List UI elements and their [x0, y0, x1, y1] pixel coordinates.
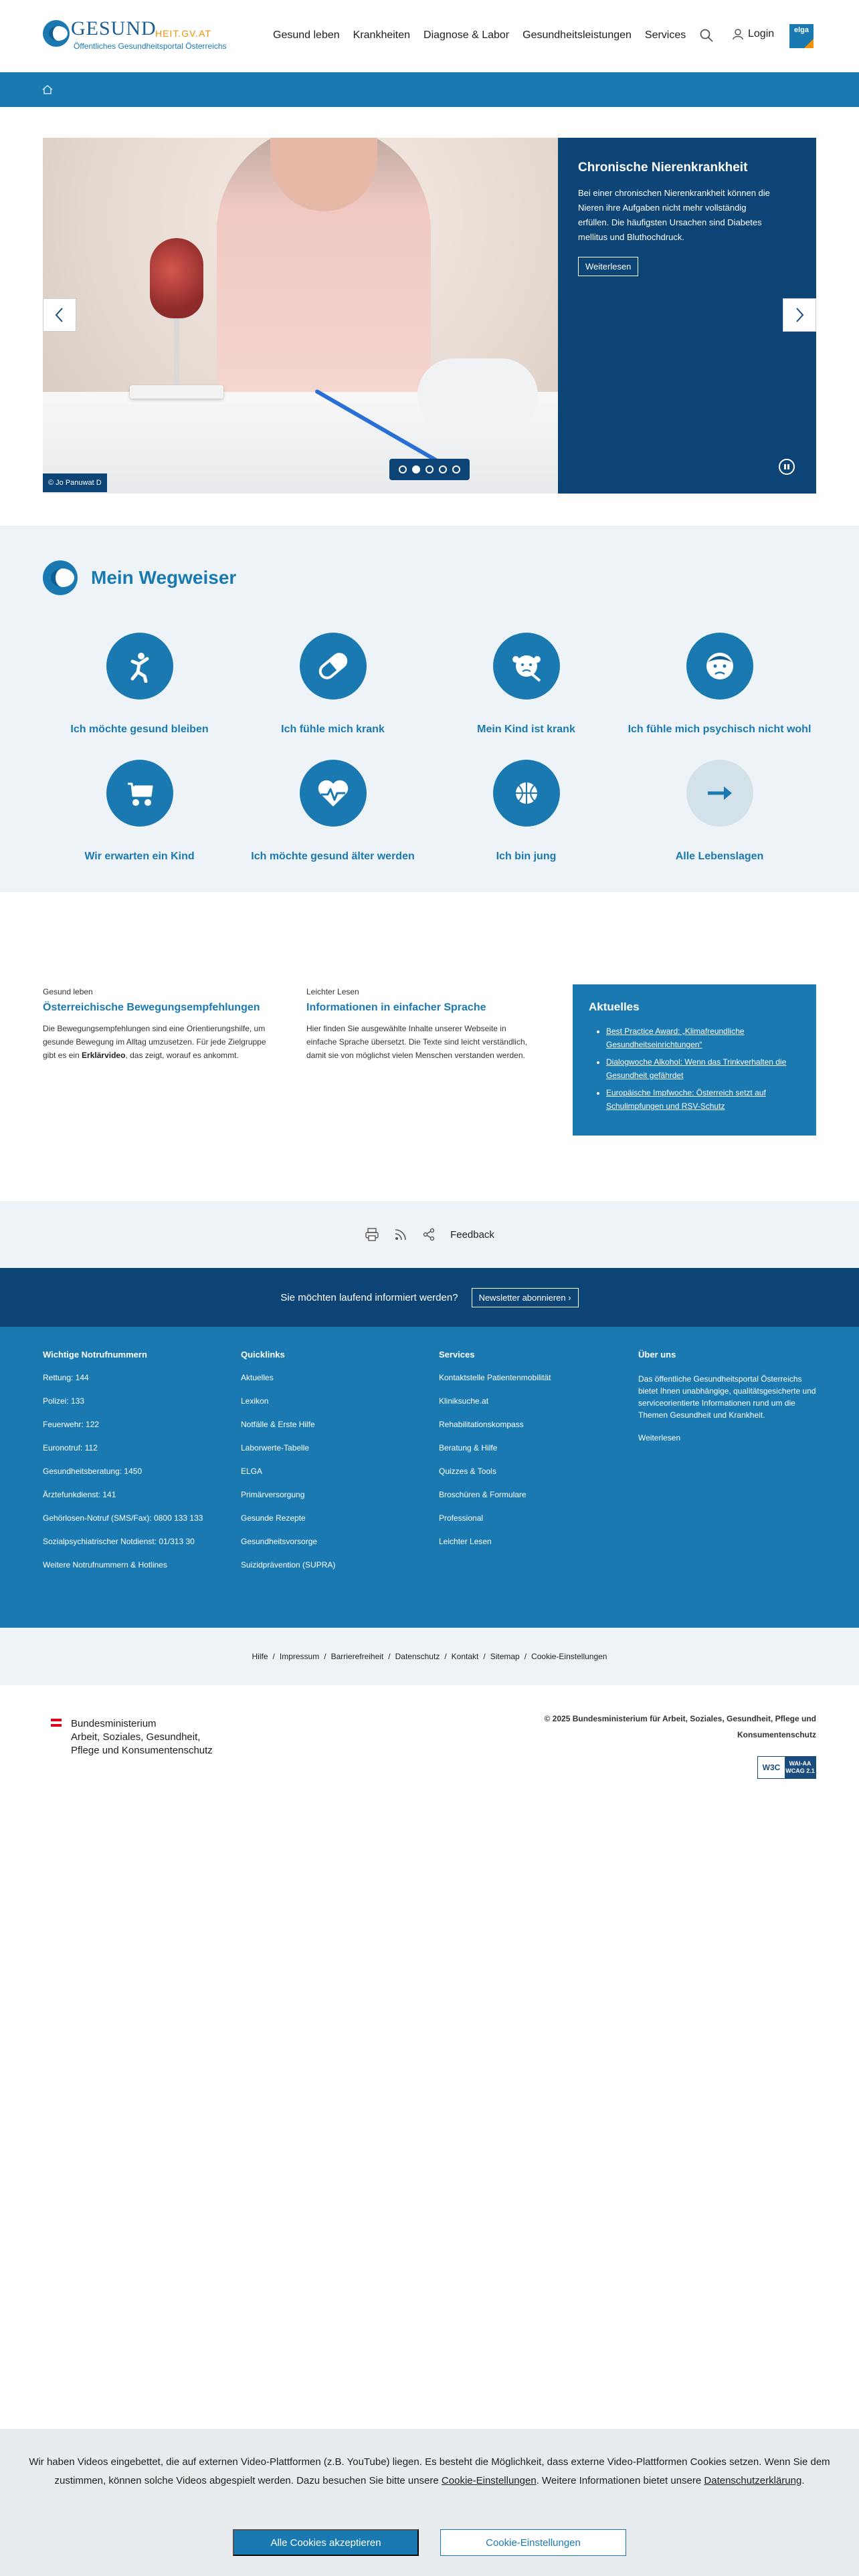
footer-link[interactable]: Notfälle & Erste Hilfe: [241, 1420, 315, 1429]
footer-link[interactable]: Broschüren & Formulare: [439, 1490, 527, 1499]
arrow-right-icon: [686, 760, 753, 827]
basketball-icon: [493, 760, 560, 827]
footer-col-title: Wichtige Notrufnummern: [43, 1350, 147, 1360]
aktuelles-link[interactable]: • Dialogwoche Alkohol: Wenn das Trinkverhalten die Gesundheit gefährdet: [606, 1055, 800, 1082]
ministry-line: Bundesministerium: [71, 1718, 157, 1729]
austria-flag-icon: [51, 1719, 62, 1727]
footer-col-notrufnummern: [43, 1350, 223, 1584]
nav-diagnose-labor[interactable]: Diagnose & Labor: [423, 29, 510, 41]
footer-item[interactable]: Sozialpsychiatrischer Notdienst: 01/313 30: [43, 1537, 195, 1546]
site-header: [0, 0, 859, 72]
carousel-dot[interactable]: [452, 465, 460, 473]
teaser-category: Leichter Lesen: [306, 987, 359, 996]
wegweiser-section: [0, 526, 859, 892]
footer-item[interactable]: Weitere Notrufnummern & Hotlines: [43, 1560, 167, 1570]
site-footer: [0, 1327, 859, 1628]
footer-col-title: Über uns: [638, 1350, 676, 1360]
cookie-text-middle: . Weitere Informationen bietet unsere: [536, 2475, 704, 2486]
footer-link-barrierefreiheit[interactable]: Barrierefreiheit: [330, 1652, 384, 1661]
ministry-line: Arbeit, Soziales, Gesundheit,: [71, 1731, 201, 1743]
share-icon[interactable]: [422, 1228, 436, 1241]
footer-col-title: Quicklinks: [241, 1350, 285, 1360]
pill-icon: [300, 633, 367, 700]
wegweiser-item-gesund-bleiben[interactable]: [43, 633, 236, 736]
wegweiser-label: Ich fühle mich psychisch nicht wohl: [628, 724, 812, 735]
hero-panel: [558, 138, 816, 494]
newsletter-subscribe-label: Newsletter abonnieren: [478, 1292, 566, 1303]
wegweiser-item-kind-krank[interactable]: [430, 633, 623, 736]
teaser-category: Gesund leben: [43, 987, 93, 996]
footer-link[interactable]: Laborwerte-Tabelle: [241, 1443, 310, 1453]
footer-link[interactable]: Quizzes & Tools: [439, 1467, 496, 1476]
rss-icon[interactable]: [394, 1228, 407, 1241]
search-icon[interactable]: [699, 28, 714, 43]
footer-item[interactable]: Euronotruf: 112: [43, 1443, 98, 1453]
wegweiser-item-alle-lebenslagen[interactable]: [623, 760, 816, 863]
footer-link-datenschutz[interactable]: Datenschutz: [395, 1652, 440, 1661]
footer-link[interactable]: Gesundheitsvorsorge: [241, 1537, 318, 1546]
carousel-dot[interactable]: [425, 465, 434, 473]
footer-about-text: Das öffentliche Gesundheitsportal Österreichs bietet Ihnen unabhängige, qualitätsgesicherte und serviceorientierte Informationen rund um die Themen Gesundheit und Krankheit.: [638, 1374, 816, 1420]
newsletter-bar: [0, 1268, 859, 1327]
footer-item[interactable]: Polizei: 133: [43, 1396, 85, 1406]
cookie-text-start: Wir haben Videos eingebettet, die auf externen Video-Plattformen (z.B. YouTube) liegen. Es besteht die Möglichkeit, dass externe Video-Plattformen Cookies setzen. Wenn Sie dem zustimmen, können solche Videos abgespielt werden. Dazu besuchen Sie bitte unsere: [29, 2456, 830, 2486]
accept-all-cookies-button[interactable]: Alle Cookies akzeptieren: [233, 2529, 419, 2556]
footer-col-ueber-uns: [638, 1350, 816, 1457]
wegweiser-logo-icon: [43, 560, 78, 595]
footer-link-impressum[interactable]: Impressum: [279, 1652, 320, 1661]
footer-item[interactable]: Gesundheitsberatung: 1450: [43, 1467, 142, 1476]
cookie-text: [27, 2453, 832, 2490]
newsletter-text: Sie möchten laufend informiert werden?: [280, 1291, 458, 1303]
teaser-text: [43, 1022, 270, 1062]
logo-word: GESUND: [71, 17, 157, 39]
carousel-dot-active[interactable]: [412, 465, 420, 473]
aktuelles-list: [589, 1025, 800, 1113]
cookie-settings-button[interactable]: Cookie-Einstellungen: [440, 2529, 626, 2556]
w3c-label: W3C: [758, 1757, 785, 1778]
footer-item[interactable]: Feuerwehr: 122: [43, 1420, 100, 1429]
carousel-next-button[interactable]: [783, 298, 816, 332]
main-nav: [266, 29, 692, 41]
wegweiser-item-aelter-werden[interactable]: [236, 760, 430, 863]
carousel-dots: [389, 459, 470, 480]
wegweiser-item-psychisch[interactable]: [623, 633, 816, 736]
login-button[interactable]: [732, 28, 774, 40]
logo-icon: [43, 20, 70, 47]
carousel-prev-button[interactable]: [43, 298, 76, 332]
footer-item[interactable]: Rettung: 144: [43, 1373, 89, 1382]
logo-domain: HEIT.GV.AT: [155, 28, 211, 39]
privacy-policy-link[interactable]: Datenschutzerklärung: [704, 2475, 802, 2486]
footer-col-title: Services: [439, 1350, 475, 1360]
copyright: © 2025 Bundesministerium für Arbeit, Soziales, Gesundheit, Pflege und Konsumentenschutz: [544, 1714, 816, 1739]
footer-item[interactable]: Gehörlosen-Notruf (SMS/Fax): 0800 133 133: [43, 1513, 203, 1523]
footer-item[interactable]: Ärztefunkdienst: 141: [43, 1490, 116, 1499]
footer-link[interactable]: Aktuelles: [241, 1373, 274, 1382]
footer-link[interactable]: Kliniksuche.at: [439, 1396, 489, 1406]
footer-link[interactable]: Lexikon: [241, 1396, 269, 1406]
wegweiser-item-krank[interactable]: [236, 633, 430, 736]
wegweiser-label: Ich bin jung: [496, 851, 557, 862]
feedback-link[interactable]: Feedback: [450, 1228, 494, 1241]
image-credit: © Jo Panuwat D: [43, 473, 107, 492]
footer-link-hilfe[interactable]: Hilfe: [252, 1652, 268, 1661]
chevron-right-icon: [794, 307, 805, 323]
footer-link[interactable]: ELGA: [241, 1467, 263, 1476]
chevron-left-icon: [54, 307, 65, 323]
footer-links-bar: Hilfe / Impressum / Barrierefreiheit / Datenschutz / Kontakt / Sitemap / Cookie-Einstellungen: [0, 1628, 859, 1685]
login-label: Login: [748, 28, 775, 39]
teaser-text-start: Die Bewegungsempfehlungen sind eine Orientierungshilfe, um gesunde Bewegung im Alltag umzusetzen. Für jede Zielgruppe gibt es ein: [43, 1024, 266, 1060]
cookie-text-end: .: [801, 2475, 805, 2486]
elga-label: elga: [793, 26, 809, 34]
jumping-person-icon: [106, 633, 173, 700]
user-icon: [732, 28, 744, 40]
stroller-icon: [106, 760, 173, 827]
wegweiser-grid: [43, 633, 816, 863]
footer-link[interactable]: Professional: [439, 1513, 484, 1523]
aktuelles-link[interactable]: • Best Practice Award: „Klimafreundliche Gesundheitseinrichtungen“: [606, 1025, 800, 1051]
ministry-line: Pflege und Konsumentenschutz: [71, 1745, 213, 1756]
footer-link-sitemap[interactable]: Sitemap: [490, 1652, 520, 1661]
wegweiser-label: Alle Lebenslagen: [675, 851, 764, 862]
wegweiser-label: Ich fühle mich krank: [281, 724, 385, 735]
teaser-title[interactable]: Informationen in einfacher Sprache: [306, 1002, 486, 1013]
nav-services[interactable]: Services: [644, 29, 686, 41]
print-icon[interactable]: [365, 1227, 379, 1242]
sick-child-icon: [493, 633, 560, 700]
site-logo[interactable]: [43, 17, 227, 56]
hero-title: Chronische Nierenkrankheit: [578, 160, 748, 175]
footer-link-cookie-einstellungen[interactable]: Cookie-Einstellungen: [531, 1652, 607, 1661]
wcag-badge[interactable]: [757, 1756, 816, 1779]
footer-link[interactable]: Beratung & Hilfe: [439, 1443, 498, 1453]
elga-button[interactable]: [789, 24, 814, 48]
footer-link-kontakt[interactable]: Kontakt: [451, 1652, 479, 1661]
cookie-banner: [0, 2429, 859, 2576]
footer-about-link[interactable]: Weiterlesen: [638, 1433, 681, 1442]
wegweiser-item-jung[interactable]: [430, 760, 623, 863]
footer-link[interactable]: Leichter Lesen: [439, 1537, 492, 1546]
hero-image: [43, 138, 558, 494]
wcag-level-2: WCAG 2.1: [785, 1767, 815, 1774]
wegweiser-label: Wir erwarten ein Kind: [84, 851, 195, 862]
footer-link[interactable]: Rehabilitationskompass: [439, 1420, 524, 1429]
wegweiser-label: Ich möchte gesund bleiben: [70, 724, 209, 735]
cookie-settings-link[interactable]: Cookie-Einstellungen: [441, 2475, 537, 2486]
teaser-bewegung: [43, 987, 270, 1062]
footer-link[interactable]: Suizidprävention (SUPRA): [241, 1560, 336, 1570]
wegweiser-label: Ich möchte gesund älter werden: [251, 851, 415, 862]
home-icon[interactable]: [41, 84, 54, 96]
aktuelles-box: [573, 984, 816, 1136]
footer-link[interactable]: Kontaktstelle Patientenmobilität: [439, 1373, 551, 1382]
aktuelles-link[interactable]: • Europäische Impfwoche: Österreich setzt auf Schulimpfungen und RSV-Schutz: [606, 1086, 800, 1113]
hero-text: Bei einer chronischen Nierenkrankheit können die Nieren ihre Aufgaben nicht mehr vollständig erfüllen. Die häufigsten Ursachen sind Diabetes mellitus und Bluthochdruck.: [578, 188, 770, 242]
teaser-leichter-lesen: [306, 987, 534, 1062]
teaser-text-bold: Erklärvideo: [82, 1051, 126, 1060]
feedback-bar: [0, 1201, 859, 1268]
hero-carousel: [43, 138, 816, 494]
wegweiser-item-kind-erwarten[interactable]: [43, 760, 236, 863]
sad-face-icon: [686, 633, 753, 700]
footer-col-services: [439, 1350, 619, 1560]
ministry-name: [71, 1717, 285, 1757]
heart-pulse-icon: [300, 760, 367, 827]
carousel-dot[interactable]: [399, 465, 407, 473]
footer-link[interactable]: Gesunde Rezepte: [241, 1513, 306, 1523]
hero-more-button[interactable]: Weiterlesen: [578, 257, 638, 276]
breadcrumb-bar: [0, 72, 859, 107]
nav-gesund-leben[interactable]: Gesund leben: [273, 29, 340, 41]
teaser-text-end: , das zeigt, worauf es ankommt.: [125, 1051, 239, 1060]
teaser-text: Hier finden Sie ausgewählte Inhalte unserer Webseite in einfache Sprache übersetzt. Die Texte sind leicht verständlich, damit sie von möglichst vielen Menschen verstanden werden.: [306, 1024, 527, 1060]
wcag-level-1: WAI-AA: [789, 1760, 812, 1767]
carousel-dot[interactable]: [439, 465, 447, 473]
wegweiser-title: Mein Wegweiser: [91, 567, 237, 588]
wegweiser-header: [43, 560, 236, 595]
footer-col-quicklinks: [241, 1350, 421, 1584]
aktuelles-title: Aktuelles: [589, 1000, 640, 1013]
wegweiser-label: Mein Kind ist krank: [477, 724, 575, 735]
newsletter-subscribe-button[interactable]: Newsletter abonnieren ›: [472, 1288, 579, 1307]
logo-subtitle: Öffentliches Gesundheitsportal Österreichs: [74, 41, 227, 51]
wcag-level: [785, 1757, 816, 1778]
teaser-title[interactable]: Österreichische Bewegungsempfehlungen: [43, 1002, 260, 1013]
pause-icon[interactable]: [779, 459, 795, 475]
footer-link[interactable]: Primärversorgung: [241, 1490, 305, 1499]
nav-gesundheitsleistungen[interactable]: Gesundheitsleistungen: [522, 29, 632, 41]
nav-krankheiten[interactable]: Krankheiten: [353, 29, 411, 41]
